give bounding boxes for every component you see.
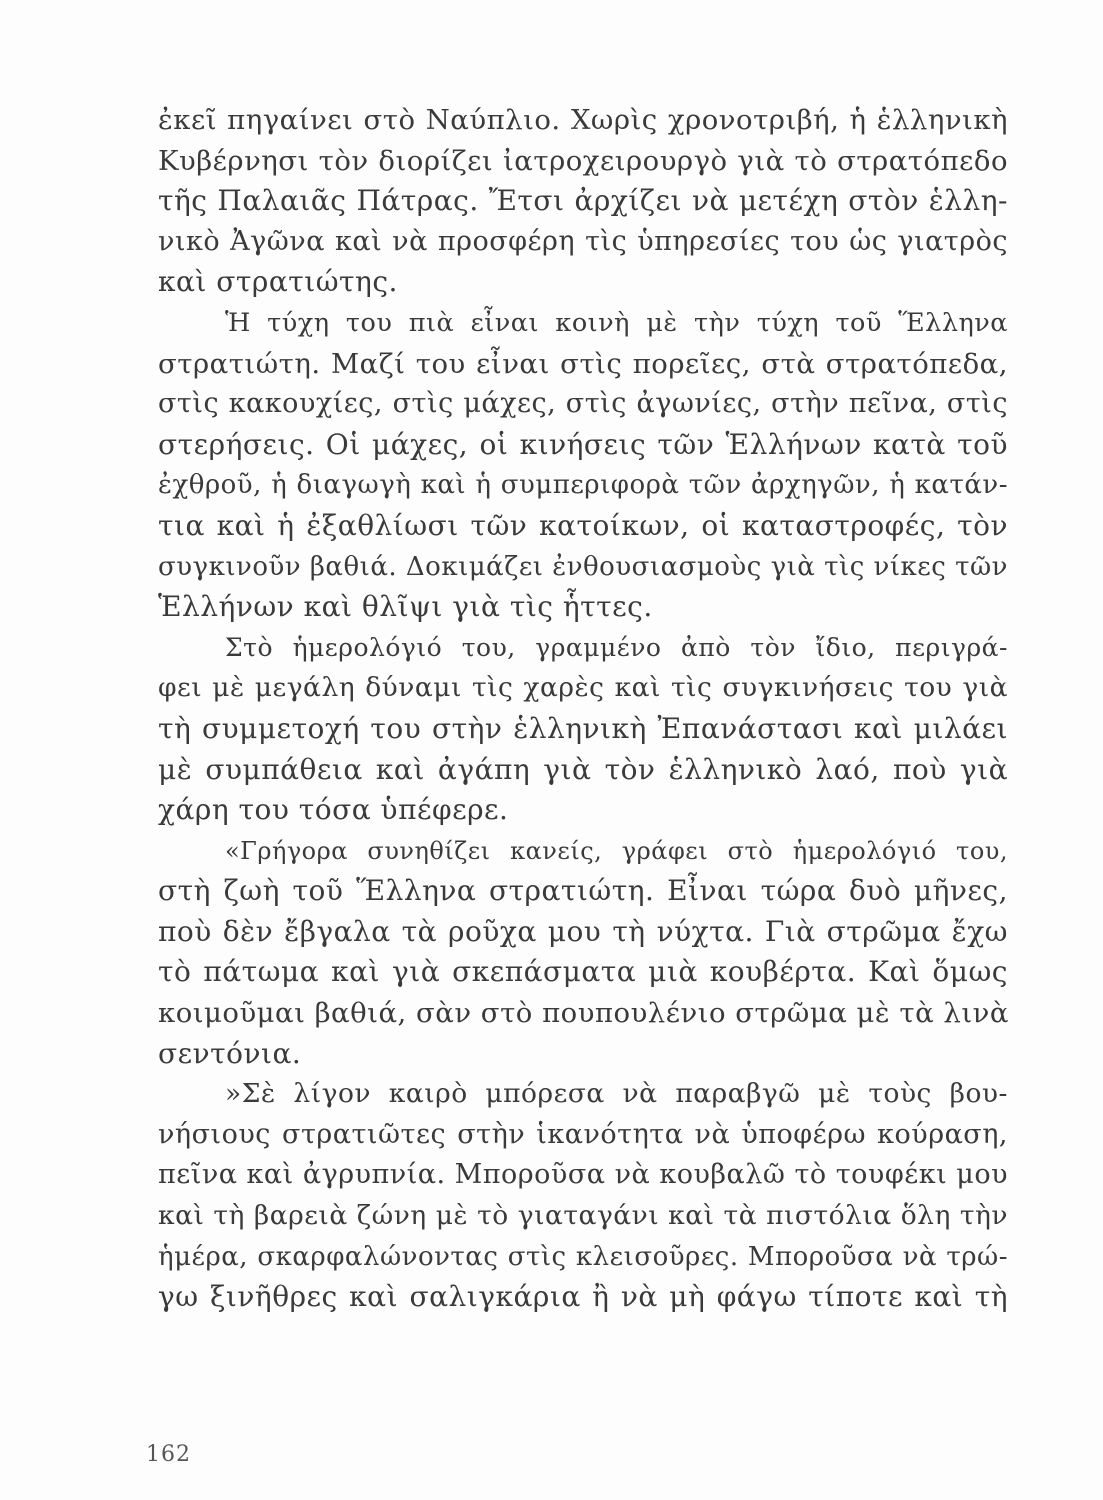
text-line: γω ξινῆθρες καὶ σαλιγκάρια ἢ νὰ μὴ φάγω τίποτε καὶ τὴ bbox=[158, 1280, 1008, 1314]
page-number: 162 bbox=[146, 1442, 191, 1467]
text-line: Κυβέρνησι τὸν διορίζει ἰατροχειρουργὸ γιὰ τὸ στρατόπεδο bbox=[158, 144, 1008, 177]
text-line: ἡμέρα, σκαρφαλώνοντας στὶς κλεισοῦρες. Μποροῦσα νὰ τρώ- bbox=[158, 1241, 1008, 1272]
paragraph-2 bbox=[158, 303, 1008, 628]
text-line: στὶς κακουχίες, στὶς μάχες, στὶς ἀγωνίες, στὴν πεῖνα, στὶς bbox=[158, 388, 1008, 420]
text-line: φει μὲ μεγάλη δύναμι τὶς χαρὲς καὶ τὶς συγκινήσεις του γιὰ bbox=[158, 672, 1008, 704]
text-line: κοιμοῦμαι βαθιά, σὰν στὸ πουπουλένιο στρῶμα μὲ τὰ λινὰ bbox=[158, 997, 1009, 1030]
text-line: ἐκεῖ πηγαίνει στὸ Ναύπλιο. Χωρὶς χρονοτριβή, ἡ ἑλληνικὴ bbox=[158, 104, 1008, 136]
paragraph-1 bbox=[158, 100, 1008, 303]
text-line: »Σὲ λίγον καιρὸ μπόρεσα νὰ παραβγῶ μὲ τοὺς βου- bbox=[225, 1078, 1008, 1110]
text-line: τὸ πάτωμα καὶ γιὰ σκεπάσματα μιὰ κουβέρτα. Καὶ ὅμως bbox=[158, 955, 1008, 989]
paragraph-4 bbox=[158, 831, 1008, 1075]
text-line: νικὸ Ἀγῶνα καὶ νὰ προσφέρη τὶς ὑπηρεσίες του ὡς γιατρὸς bbox=[158, 225, 1008, 257]
text-line: καὶ τὴ βαρειὰ ζώνη μὲ τὸ γιαταγάνι καὶ τὰ πιστόλια ὅλη τὴν bbox=[158, 1200, 1008, 1232]
text-line: τῆς Παλαιᾶς Πάτρας. Ἔτσι ἀρχίζει νὰ μετέχη στὸν ἑλλη- bbox=[158, 184, 1008, 218]
text-line: τὴ συμμετοχή του στὴν ἑλληνικὴ Ἐπανάστασι καὶ μιλάει bbox=[158, 711, 1008, 745]
text-line: νήσιους στρατιῶτες στὴν ἱκανότητα νὰ ὑποφέρω κούραση, bbox=[158, 1118, 1008, 1150]
text-line: καὶ στρατιώτης. bbox=[158, 265, 398, 299]
body-text bbox=[158, 100, 1008, 1318]
paragraph-3 bbox=[158, 628, 1008, 831]
text-line: χάρη του τόσα ὑπέφερε. bbox=[158, 793, 509, 827]
text-line: «Γρήγορα συνηθίζει κανείς, γράφει στὸ ἡμερολόγιό του, bbox=[225, 836, 1008, 865]
paragraph-5 bbox=[158, 1074, 1008, 1318]
text-line: στρατιώτη. Μαζί του εἶναι στὶς πορεῖες, στὰ στρατόπεδα, bbox=[158, 347, 1008, 380]
text-line: σεντόνια. bbox=[158, 1036, 302, 1070]
text-line: ποὺ δὲν ἔβγαλα τὰ ροῦχα μου τὴ νύχτα. Γιὰ στρῶμα ἔχω bbox=[158, 914, 1008, 948]
text-line: στερήσεις. Οἱ μάχες, οἱ κινήσεις τῶν Ἑλλήνων κατὰ τοῦ bbox=[158, 427, 1008, 461]
text-line: στὴ ζωὴ τοῦ Ἕλληνα στρατιώτη. Εἶναι τώρα δυὸ μῆνες, bbox=[158, 874, 1008, 908]
text-line: Ἡ τύχη του πιὰ εἶναι κοινὴ μὲ τὴν τύχη τοῦ Ἕλληνα bbox=[225, 307, 1008, 338]
text-line: πεῖνα καὶ ἀγρυπνία. Μποροῦσα νὰ κουβαλῶ τὸ τουφέκι μου bbox=[158, 1159, 1008, 1191]
text-line: Ἑλλήνων καὶ θλῖψι γιὰ τὶς ἧττες. bbox=[158, 590, 653, 624]
text-line: συγκινοῦν βαθιά. Δοκιμάζει ἐνθουσιασμοὺς γιὰ τὶς νίκες τῶν bbox=[158, 551, 1008, 582]
text-line: Στὸ ἡμερολόγιό του, γραμμένο ἀπὸ τὸν ἴδιο, περιγρά- bbox=[225, 632, 1008, 662]
text-line: ἐχθροῦ, ἡ διαγωγὴ καὶ ἡ συμπεριφορὰ τῶν ἀρχηγῶν, ἡ κατάν- bbox=[158, 470, 1008, 501]
text-line: τια καὶ ἡ ἐξαθλίωσι τῶν κατοίκων, οἱ καταστροφές, τὸν bbox=[158, 508, 1008, 542]
text-line: μὲ συμπάθεια καὶ ἀγάπη γιὰ τὸν ἑλληνικὸ λαό, ποὺ γιὰ bbox=[158, 752, 1008, 786]
